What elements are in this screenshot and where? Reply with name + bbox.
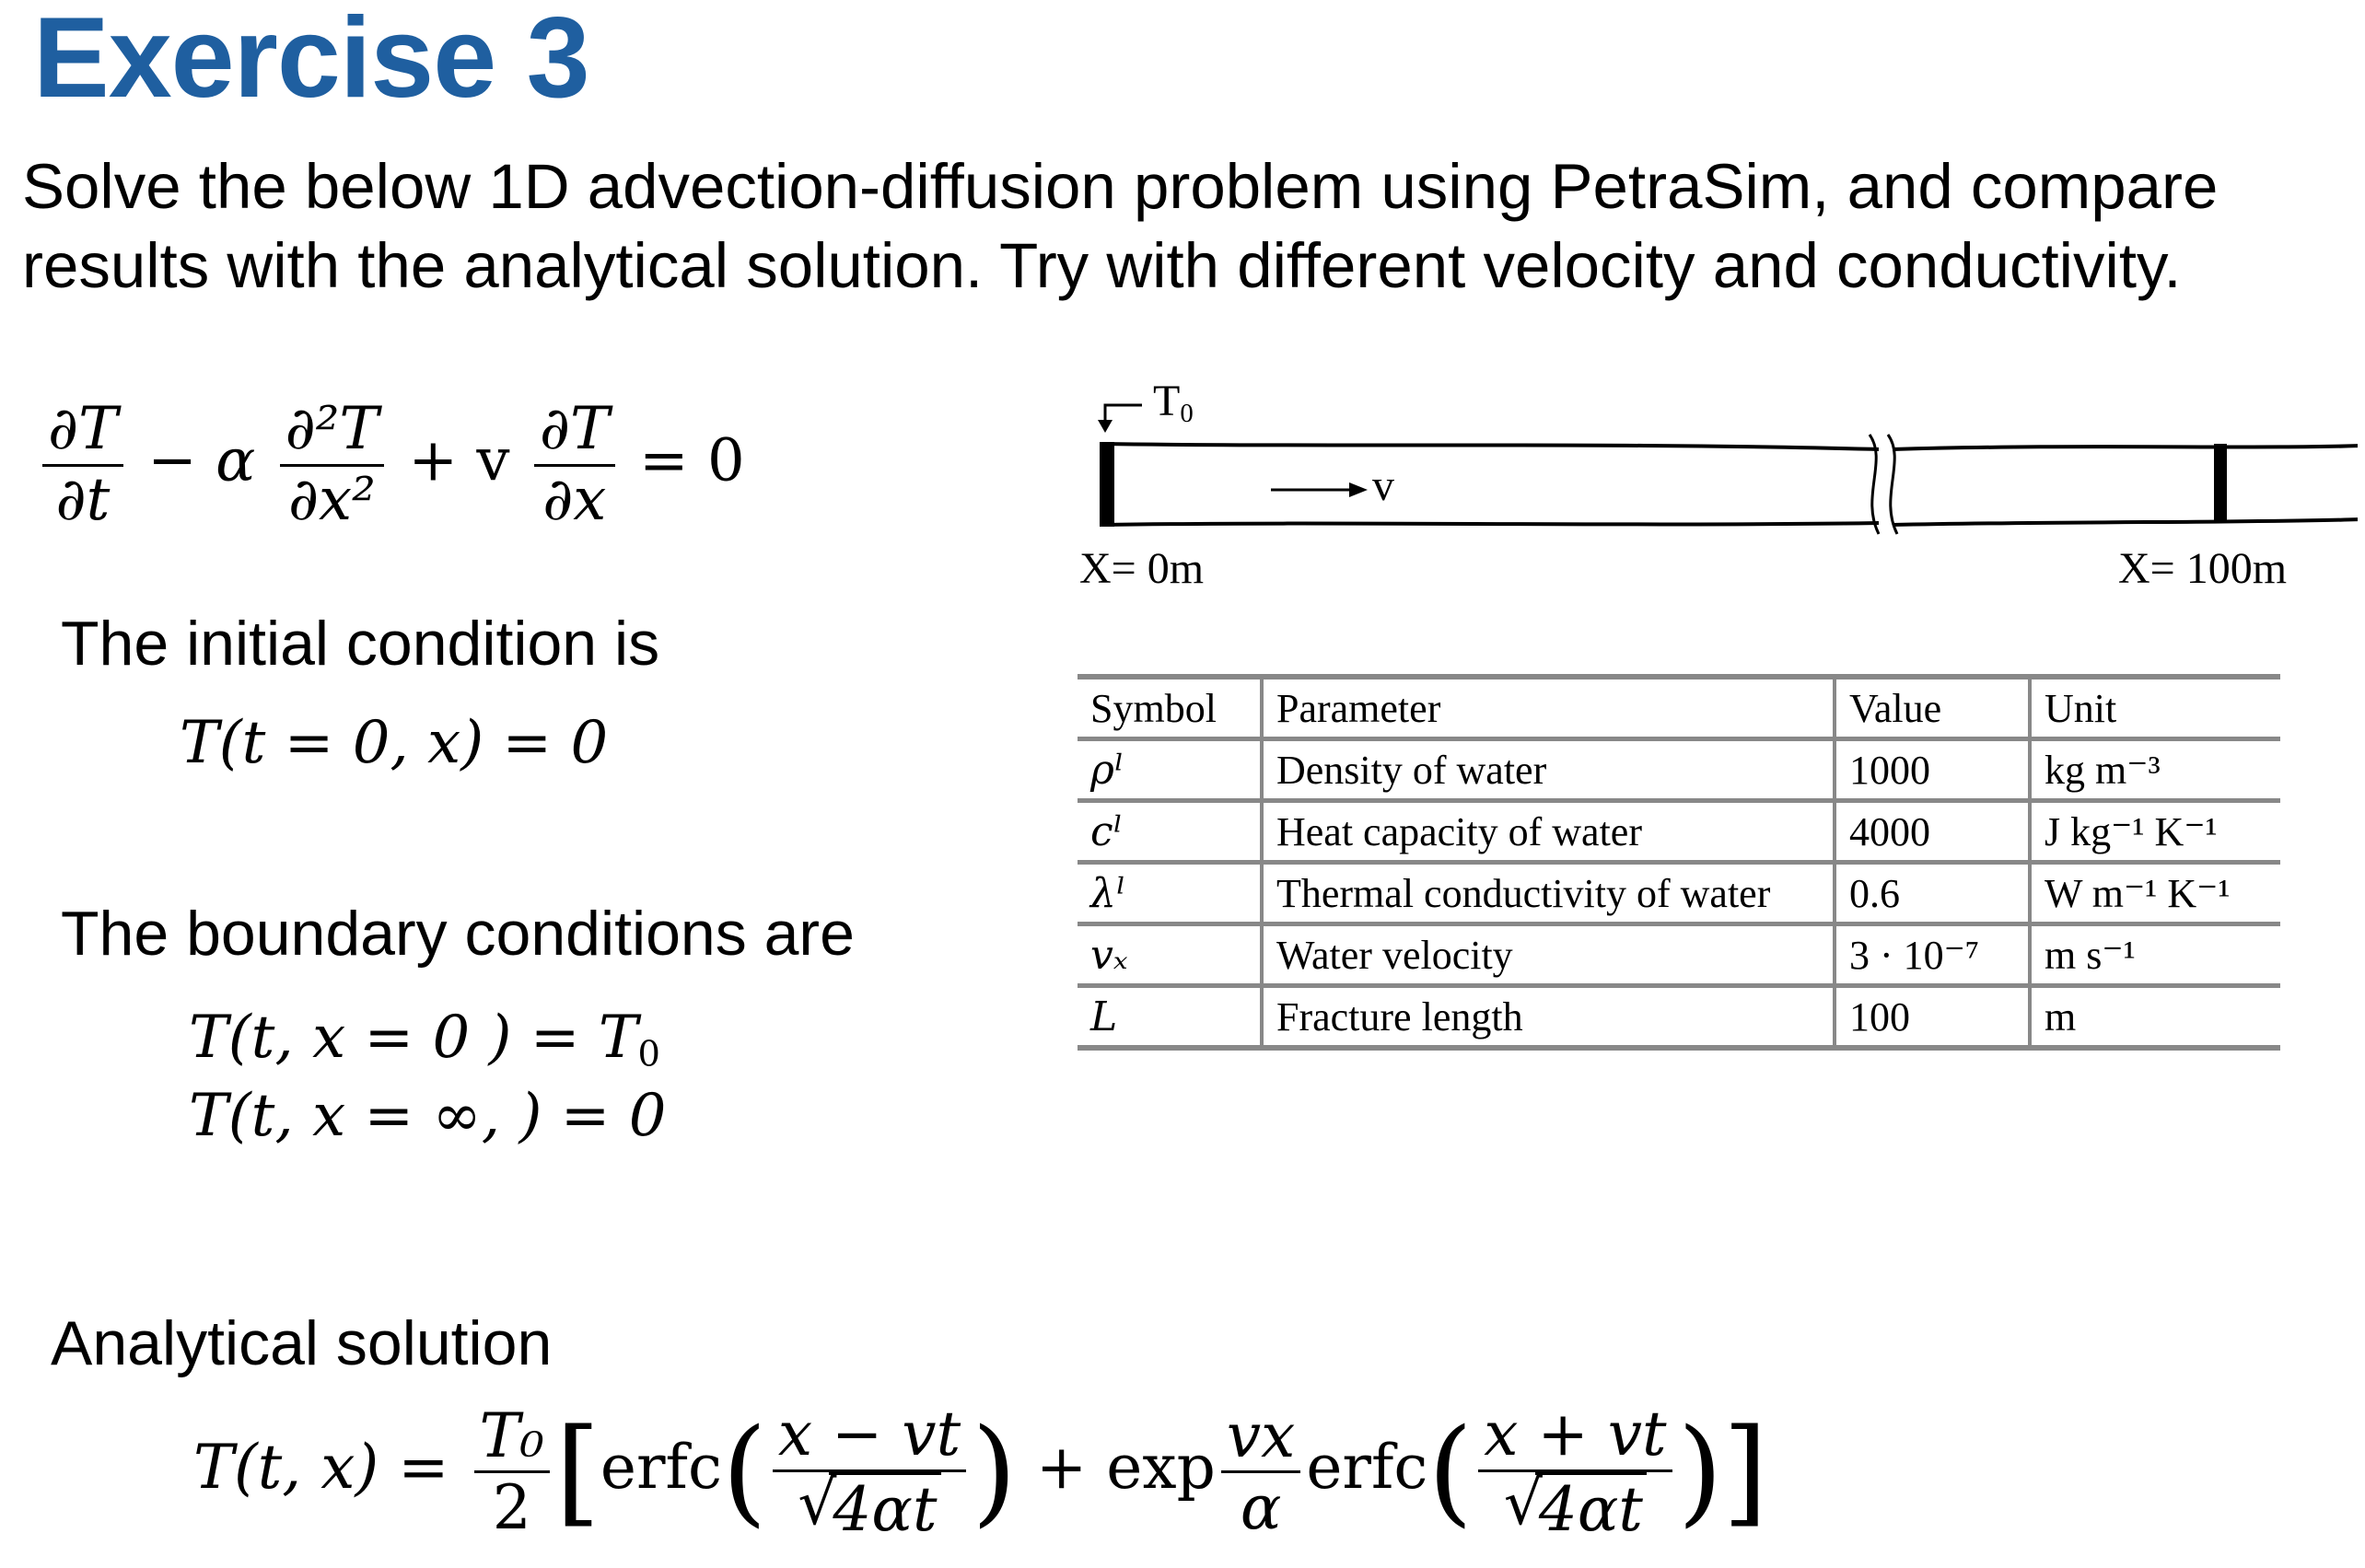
right-paren-2: ) [1677,1404,1723,1539]
table-row: ρˡ Density of water 1000 kg m⁻³ [1078,739,2280,801]
right-paren-1: ) [972,1404,1018,1539]
velocity-symbol: v [476,426,510,495]
intro-line-1: Solve the below 1D advection-diffusion problem using PetraSim, and compare [22,151,2219,222]
left-paren-1: ( [721,1404,767,1539]
pde-equation [37,396,745,534]
table-row: λˡ Thermal conductivity of water 0.6 W m⁻¹ K⁻¹ [1078,863,2280,924]
minus-sign: − [147,426,197,495]
erfc-2: erfc [1306,1431,1428,1503]
table-header-row [1078,677,2280,739]
equals-zero: = 0 [639,426,745,495]
d2T-dx2-fraction: $\frac{\text{∂²T}}{\text{∂x²}}$ [280,396,384,534]
analytical-solution-label: Analytical solution [51,1308,553,1378]
initial-condition-label: The initial condition is [61,609,660,679]
t0-arrowhead [1098,420,1113,433]
pipe-left-wall [1100,442,1114,527]
plus-sign: + [408,426,459,495]
plus-exp: + exp [1036,1431,1216,1503]
t0-label: $T_0$ [1153,377,1194,429]
analytical-solution-equation [193,1400,1767,1545]
coefficient-fraction: $\frac{\text{T₀}}{2}$ [474,1401,550,1544]
dT-dt-fraction: $\frac{\partial T}{\partial t}$ [42,396,123,534]
pipe-bottom-right [1893,519,2358,525]
boundary-condition-2: T(t, x = ∞, ) = 0 [189,1082,667,1150]
boundary-conditions-label: The boundary conditions are [61,899,855,969]
velocity-arrowhead [1349,482,1368,497]
erfc-arg-2: x + vt √ 4αt [1478,1400,1672,1545]
right-bracket: ] [1722,1404,1768,1539]
exp-fraction: $\frac{vx}{\alpha}$ [1221,1401,1301,1544]
table-row: vₓ Water velocity 3 · 10⁻⁷ m s⁻¹ [1078,924,2280,986]
intro-line-2: results with the analytical solution. Try with different velocity and conductivity. [22,230,2182,301]
header-value: Value [1835,677,2030,739]
x-end-label: X= 100m [2118,544,2288,593]
pipe-bottom-left [1103,523,1879,525]
header-symbol: Symbol [1078,677,1262,739]
pipe-right-wall [2214,444,2227,523]
dT-dx-fraction: $\frac{\partial T}{\partial x}$ [534,396,615,534]
table-row: L Fracture length 100 m [1078,986,2280,1049]
pipe-top-right [1893,446,2358,449]
alpha-symbol: α [216,426,256,495]
boundary-condition-1: T(t, x = 0 ) = $T_0$ [189,1004,660,1075]
left-paren-2: ( [1427,1404,1474,1539]
erfc-arg-1: x − vt √ 4αt [773,1400,966,1545]
parameter-table [1078,674,2280,1051]
header-parameter: Parameter [1262,677,1835,739]
x-start-label: X= 0m [1079,544,1205,593]
velocity-label: v [1372,461,1394,510]
solution-lhs: T(t, x) = [193,1431,449,1503]
page-title: Exercise 3 [33,0,589,122]
pipe-top-left [1103,444,1879,449]
header-unit: Unit [2030,677,2280,739]
left-bracket: [ [554,1404,600,1539]
erfc-1: erfc [600,1431,722,1503]
table-row: cˡ Heat capacity of water 4000 J kg⁻¹ K⁻¹ [1078,801,2280,863]
initial-condition-equation: T(t = 0, x) = 0 [180,709,609,777]
